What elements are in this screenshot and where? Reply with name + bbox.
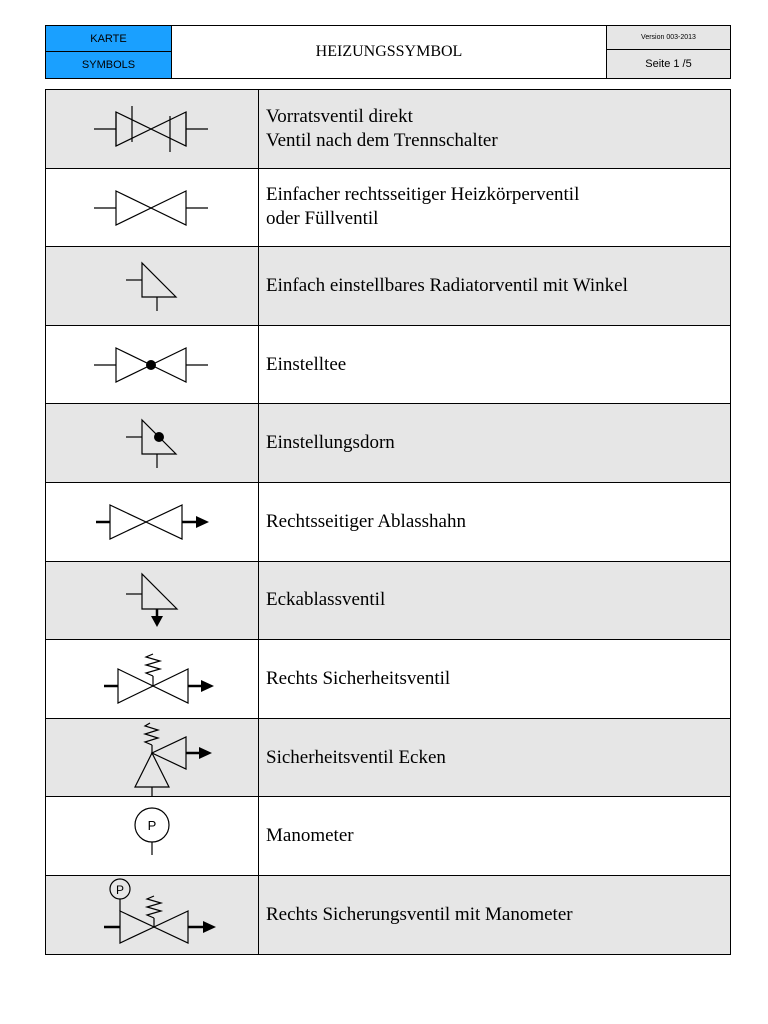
card-tag: KARTE: [46, 26, 172, 52]
symbol-description: [266, 640, 724, 718]
adjusting-tee-icon: [46, 326, 259, 404]
description-line: Eckablassventil: [266, 589, 386, 611]
symbol-cell: [46, 404, 259, 482]
symbol-description: [266, 797, 724, 875]
safety-valve-icon: [46, 640, 259, 718]
description-line: Rechtsseitiger Ablasshahn: [266, 510, 466, 532]
description-line: Rechts Sicherungsventil mit Manometer: [266, 903, 573, 925]
symbol-row: [45, 562, 731, 641]
symbol-row: [45, 404, 731, 483]
symbol-cell: [46, 247, 259, 325]
symbol-description: [266, 90, 724, 168]
symbol-cell: [46, 90, 259, 168]
document-title: HEIZUNGSSYMBOL: [315, 43, 463, 60]
symbol-cell: [46, 562, 259, 640]
gauge-label: P: [147, 818, 157, 834]
symbol-row: [45, 90, 731, 169]
description-line: Rechts Sicherheitsventil: [266, 667, 451, 689]
adjusting-spindle-icon: [46, 404, 259, 482]
angle-radiator-valve-icon: [46, 247, 259, 325]
symbol-cell: [46, 719, 259, 797]
pressure-gauge-icon: [46, 797, 259, 875]
symbol-description: [266, 562, 724, 640]
radiator-valve-icon: [46, 169, 259, 247]
gauge-label: P: [115, 882, 125, 897]
symbol-row: [45, 719, 731, 798]
symbol-description: [266, 876, 724, 954]
description-line: oder Füllventil: [266, 208, 379, 230]
symbol-row: [45, 326, 731, 405]
direct-storage-valve-icon: [46, 90, 259, 168]
symbol-row: [45, 797, 731, 876]
drain-cock-icon: [46, 483, 259, 561]
description-line: Einstellungsdorn: [266, 432, 395, 454]
symbol-cell: [46, 876, 259, 954]
description-line: Ventil nach dem Trennschalter: [266, 129, 498, 151]
symbol-cell: [46, 483, 259, 561]
symbol-row: [45, 247, 731, 326]
symbol-description: [266, 719, 724, 797]
version-label: Version 003-2013: [606, 26, 730, 50]
symbol-cell: [46, 169, 259, 247]
angle-safety-valve-icon: [46, 719, 259, 797]
symbol-description: [266, 247, 724, 325]
symbol-row: [45, 640, 731, 719]
page-number: Seite 1 /5: [606, 50, 730, 78]
symbol-cell: [46, 640, 259, 718]
description-line: Einstelltee: [266, 353, 347, 375]
symbol-row: [45, 876, 731, 955]
description-line: Einfacher rechtsseitiger Heizkörperventil: [266, 184, 580, 206]
document-header: [45, 25, 731, 79]
symbol-description: [266, 169, 724, 247]
description-line: Sicherheitsventil Ecken: [266, 746, 446, 768]
symbol-row: [45, 169, 731, 248]
description-line: Manometer: [266, 825, 354, 847]
safety-valve-with-gauge-icon: [46, 876, 259, 954]
symbols-tag: SYMBOLS: [46, 52, 172, 78]
symbol-description: [266, 483, 724, 561]
symbol-cell: [46, 797, 259, 875]
symbol-row: [45, 483, 731, 562]
symbol-table: [45, 89, 731, 955]
angle-drain-valve-icon: [46, 562, 259, 640]
description-line: Einfach einstellbares Radiatorventil mit Winkel: [266, 274, 628, 296]
symbol-description: [266, 326, 724, 404]
symbol-cell: [46, 326, 259, 404]
description-line: Vorratsventil direkt: [266, 105, 413, 127]
symbol-description: [266, 404, 724, 482]
